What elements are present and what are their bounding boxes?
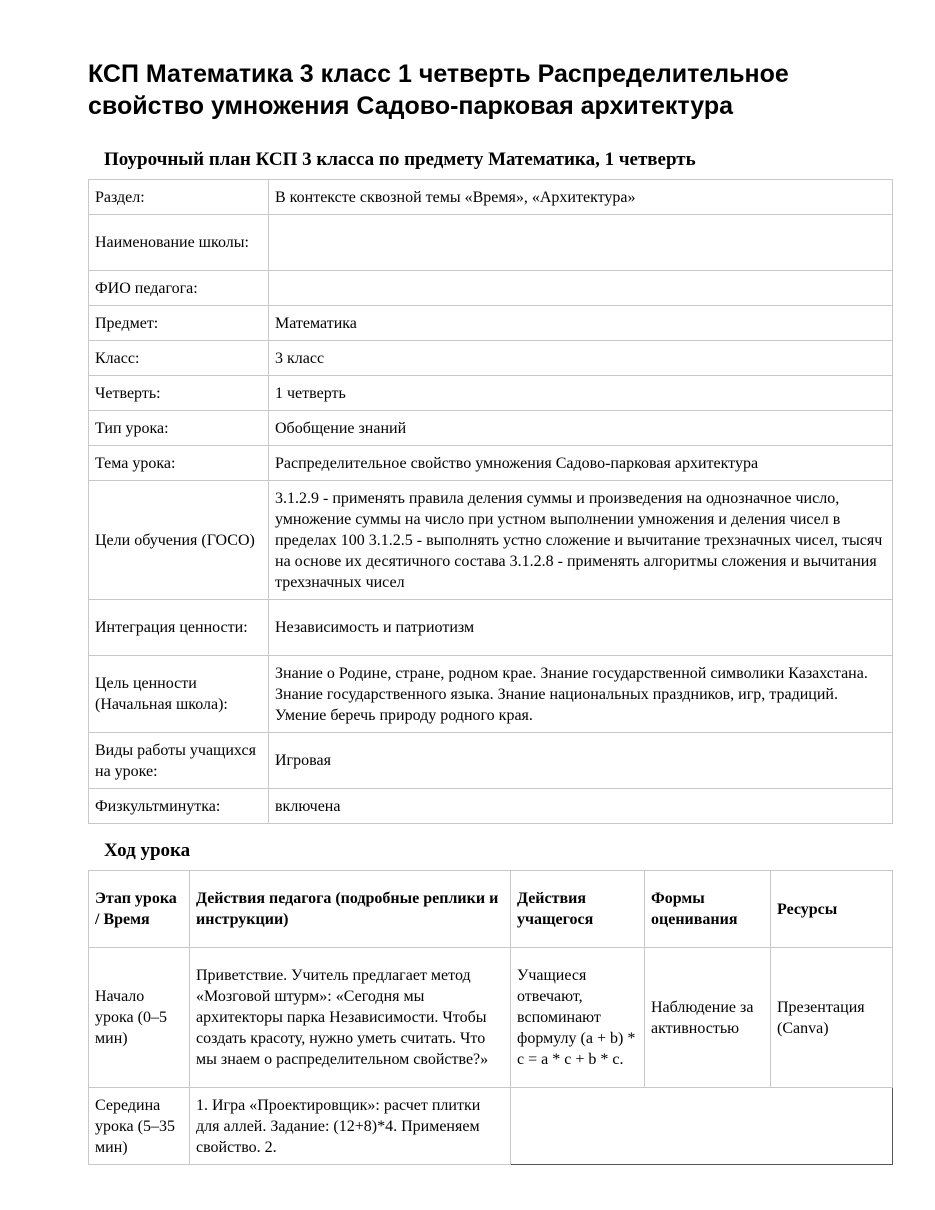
info-value: Знание о Родине, стране, родном крае. Знание государственной символики Казахстана. Знание государственного языка. Знание национальных праздников, игр, традиций. Умение беречь природу родного края.: [269, 656, 893, 733]
info-value: [269, 271, 893, 306]
info-key: Тип урока:: [89, 411, 269, 446]
info-value: Математика: [269, 306, 893, 341]
info-value: Игровая: [269, 733, 893, 789]
info-value: 3 класс: [269, 341, 893, 376]
info-key: Тема урока:: [89, 446, 269, 481]
table-row: [89, 481, 893, 600]
plan-heading: Поурочный план КСП 3 класса по предмету Математика, 1 четверть: [104, 149, 696, 170]
teacher-cell: 1. Игра «Проектировщик»: расчет плитки для аллей. Задание: (12+8)*4. Применяем свойство. 2.: [190, 1088, 511, 1165]
info-key: Физкультминутка:: [89, 789, 269, 824]
info-key: Четверть:: [89, 376, 269, 411]
table-row: [89, 215, 893, 271]
info-value: [269, 215, 893, 271]
lesson-table: [88, 870, 893, 1165]
column-header-assessment: Формы оценивания: [645, 871, 771, 948]
table-row: [89, 411, 893, 446]
page-title: КСП Математика 3 класс 1 четверть Распределительное свойство умножения Садово-парковая архитектура: [88, 60, 789, 120]
info-key: Предмет:: [89, 306, 269, 341]
info-key: ФИО педагога:: [89, 271, 269, 306]
column-header-resources: Ресурсы: [771, 871, 893, 948]
table-row: [89, 306, 893, 341]
empty-cell: [511, 1088, 893, 1165]
stage-cell: Начало урока (0–5 мин): [89, 948, 190, 1088]
info-key: Раздел:: [89, 180, 269, 215]
info-key: Виды работы учащихся на уроке:: [89, 733, 269, 789]
table-header-row: [89, 871, 893, 948]
info-value: включена: [269, 789, 893, 824]
table-row: [89, 1088, 893, 1165]
info-key: Интеграция ценности:: [89, 600, 269, 656]
info-value: 1 четверть: [269, 376, 893, 411]
table-row: [89, 733, 893, 789]
table-row: [89, 600, 893, 656]
table-row: [89, 180, 893, 215]
table-row: [89, 376, 893, 411]
info-value: Независимость и патриотизм: [269, 600, 893, 656]
lesson-heading: Ход урока: [104, 840, 191, 861]
table-row: [89, 446, 893, 481]
teacher-cell: Приветствие. Учитель предлагает метод «Мозговой штурм»: «Сегодня мы архитекторы парка Независимости. Чтобы создать красоту, нужно уметь считать. Что мы знаем о распределительном свойстве?»: [190, 948, 511, 1088]
info-table: [88, 179, 893, 824]
column-header-stage: Этап урока / Время: [89, 871, 190, 948]
resources-cell: Презентация (Canva): [771, 948, 893, 1088]
student-cell: Учащиеся отвечают, вспоминают формулу (a + b) * c = a * c + b * c.: [511, 948, 645, 1088]
info-value: Распределительное свойство умножения Садово-парковая архитектура: [269, 446, 893, 481]
column-header-teacher: Действия педагога (подробные реплики и инструкции): [190, 871, 511, 948]
table-row: [89, 948, 893, 1088]
info-key: Цели обучения (ГОСО): [89, 481, 269, 600]
table-row: [89, 341, 893, 376]
info-value: 3.1.2.9 - применять правила деления суммы и произведения на однозначное число, умножение суммы на число при устном выполнении умножения и деления чисел в пределах 100 3.1.2.5 - выполнять устно сложение и вычитание трехзначных чисел, тысяч на основе их десятичного состава 3.1.2.8 - применять алгоритмы сложения и вычитания трехзначных чисел: [269, 481, 893, 600]
info-key: Класс:: [89, 341, 269, 376]
table-row: [89, 789, 893, 824]
assessment-cell: Наблюдение за активностью: [645, 948, 771, 1088]
table-row: [89, 271, 893, 306]
stage-cell: Середина урока (5–35 мин): [89, 1088, 190, 1165]
column-header-student: Действия учащегося: [511, 871, 645, 948]
info-value: Обобщение знаний: [269, 411, 893, 446]
info-key: Наименование школы:: [89, 215, 269, 271]
table-row: [89, 656, 893, 733]
info-value: В контексте сквозной темы «Время», «Архитектура»: [269, 180, 893, 215]
info-key: Цель ценности (Начальная школа):: [89, 656, 269, 733]
